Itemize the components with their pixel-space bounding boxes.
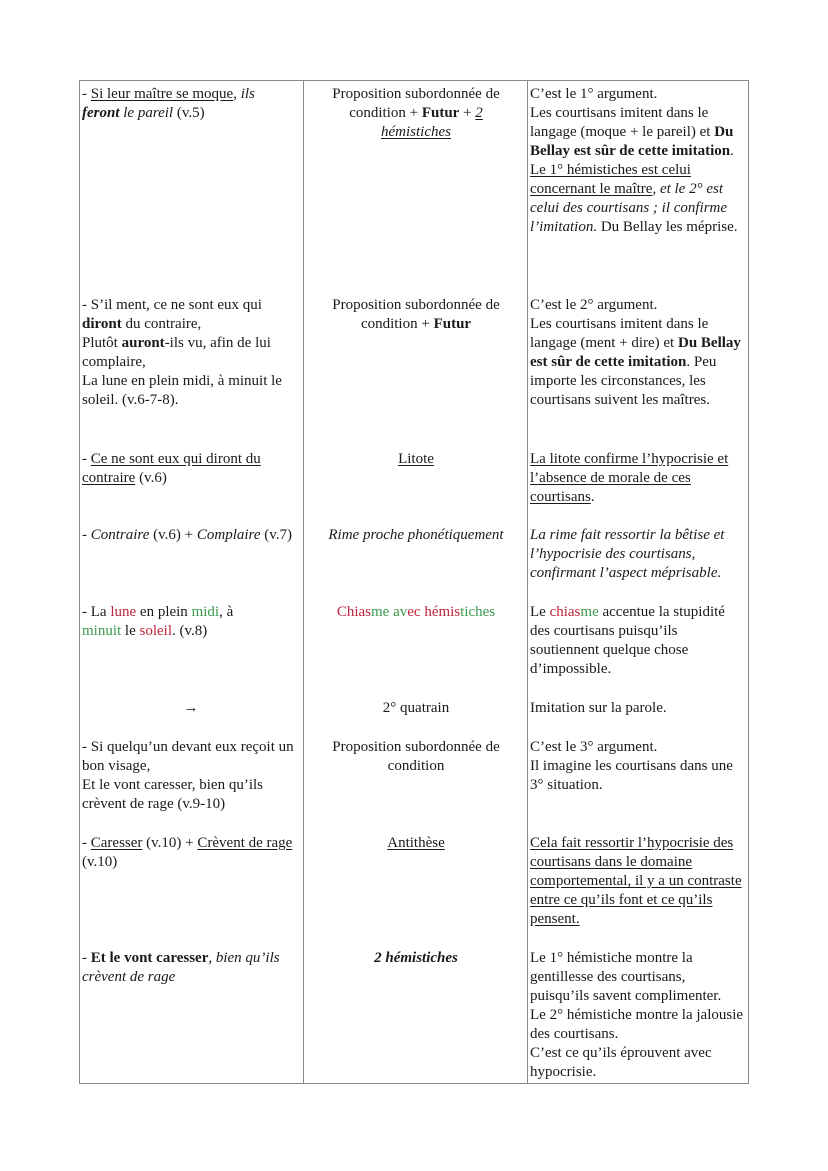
quote-cell: - Si quelqu’un devant eux reçoit un bon visage, Et le vont caresser, bien qu’ils crèvent de rage (v.9-10) [82,739,294,812]
interpretation-cell: C’est le 3° argument. Il imagine les courtisans dans une 3° situation. [530,739,733,793]
quote-cell: - Contraire (v.6) + Complaire (v.7) [82,527,293,543]
technique-cell: Proposition subordonnée de condition + Futur + 2 hémistiches [332,86,500,140]
quote-cell: - La lune en plein midi, à minuit le soleil. (v.8) [82,604,234,639]
quote-cell: - Si leur maître se moque, ils feront le pareil (v.5) [82,86,255,121]
technique-cell: Antithèse [387,835,445,851]
technique-cell: Proposition subordonnée de condition [332,739,500,774]
column-divider [527,81,528,1083]
technique-cell: Litote [398,451,434,467]
quote-cell: - Caresser (v.10) + Crèvent de rage (v.10) [82,835,293,870]
interpretation-cell: La litote confirme l’hypocrisie et l’absence de morale de ces courtisans. [530,451,729,505]
technique-cell: Rime proche phonétiquement [328,527,504,543]
interpretation-cell: C’est le 2° argument. Les courtisans imitent dans le langage (ment + dire) et Du Bellay est sûr de cette imitation. Peu importe les circonstances, les courtisans suivent les maîtres. [530,297,741,408]
interpretation-cell: Cela fait ressortir l’hypocrisie des courtisans dans le domaine comportemental, il y a un contraste entre ce qu’ils font et ce qu’ils pensent. [530,835,742,927]
technique-cell: 2 hémistiches [374,950,458,966]
technique-cell: 2° quatrain [382,700,450,716]
technique-cell: Chiasme avec hémistiches [336,604,496,620]
interpretation-cell: La rime fait ressortir la bêtise et l’hypocrisie des courtisans, confirmant l’aspect méprisable. [530,527,725,581]
quote-cell: - Ce ne sont eux qui diront du contraire (v.6) [82,451,261,486]
technique-cell: Proposition subordonnée de condition + Futur [332,297,500,332]
arrow-icon: → [183,700,199,716]
column-divider [303,81,304,1083]
interpretation-cell: Le 1° hémistiche montre la gentillesse des courtisans, puisqu’ils savent complimenter. Le 2° hémistiche montre la jalousie des courtisans. C’est ce qu’ils éprouvent avec hypocrisie. [530,950,744,1080]
interpretation-cell: C’est le 1° argument. Les courtisans imitent dans le langage (moque + le pareil) et Du Bellay est sûr de cette imitation. Le 1° hémistiches est celui concernant le maître, et le 2° est celui des courtisans ; il confirme l’imitation. Du Bellay les méprise. [530,86,738,235]
quote-cell: - Et le vont caresser, bien qu’ils crèvent de rage [82,950,280,985]
interpretation-cell: Le chiasme accentue la stupidité des courtisans puisqu’ils soutiennent quelque chose d’impossible. [530,604,725,677]
analysis-table [79,80,749,1084]
quote-cell: - S’il ment, ce ne sont eux qui diront du contraire, Plutôt auront-ils vu, afin de lui complaire, La lune en plein midi, à minuit le soleil. (v.6-7-8). [82,297,282,408]
interpretation-cell: Imitation sur la parole. [530,700,667,716]
